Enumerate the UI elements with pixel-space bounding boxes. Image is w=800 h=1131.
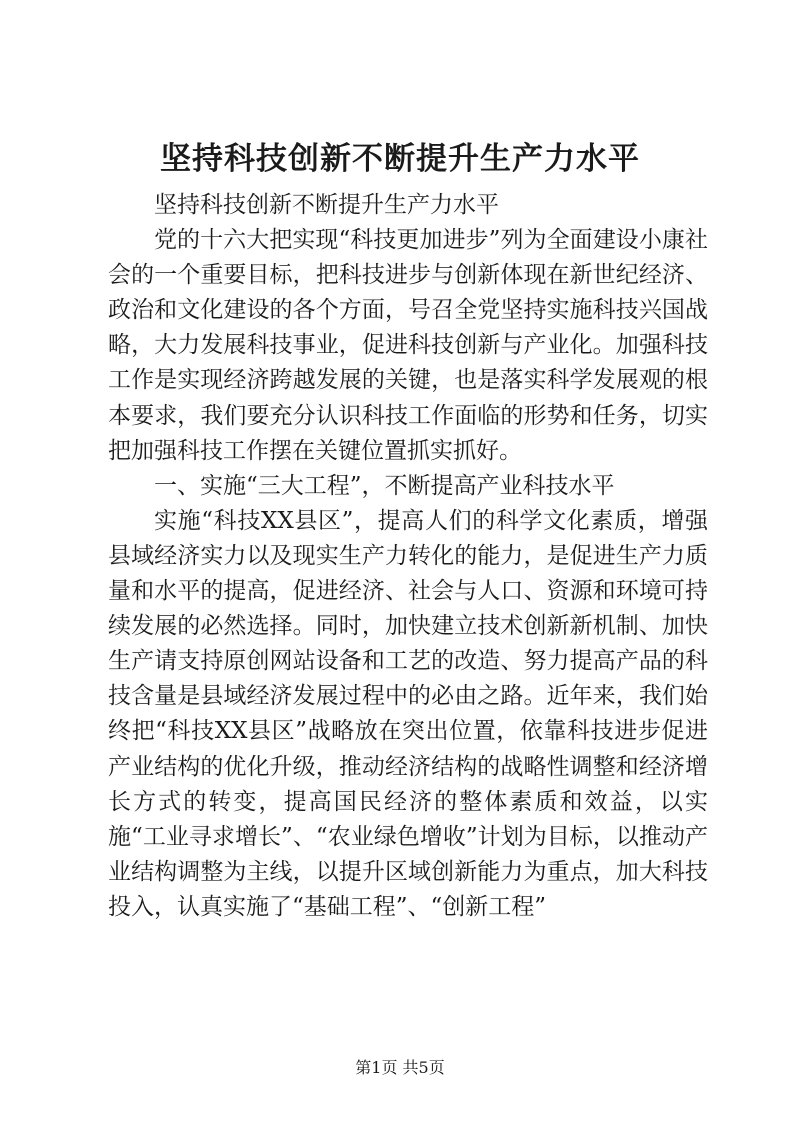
- paragraph-intro: 党的十六大把实现“科技更加进步”列为全面建设小康社会的一个重要目标，把科技进步与创新体现在新世纪经济、政治和文化建设的各个方面，号召全党坚持实施科技兴国战略，大力发展科技事业，促进科技创新与产业化。加强科技工作是实现经济跨越发展的关键，也是落实科学发展观的根本要求，我们要充分认识科技工作面临的形势和任务，切实把加强科技工作摆在关键位置抓实抓好。: [108, 227, 708, 464]
- document-body: [108, 188, 708, 925]
- page-number-footer: 第1页 共5页: [355, 1058, 445, 1077]
- paragraph-subtitle: 坚持科技创新不断提升生产力水平: [154, 192, 499, 218]
- paragraph-section-heading: 一、实施“三大工程”，不断提高产业科技水平: [154, 472, 615, 499]
- paragraph-section-body: 实施“科技XX县区”，提高人们的科学文化素质，增强县域经济实力以及现实生产力转化的能力，是促进生产力质量和水平的提高，促进经济、社会与人口、资源和环境可持续发展的必然选择。同时，加快建立技术创新新机制、加快生产请支持原创网站设备和工艺的改造、努力提高产品的科技含量是县域经济发展过程中的必由之路。近年来，我们始终把“科技XX县区”战略放在突出位置，依靠科技进步促进产业结构的优化升级，推动经济结构的战略性调整和经济增长方式的转变，提高国民经济的整体素质和效益，以实施“工业寻求增长”、“农业绿色增收”计划为目标，以推动产业结构调整为主线，以提升区域创新能力为重点，加大科技投入，认真实施了“基础工程”、“创新工程”: [108, 507, 708, 920]
- document-title: 坚持科技创新不断提升生产力水平: [160, 141, 640, 177]
